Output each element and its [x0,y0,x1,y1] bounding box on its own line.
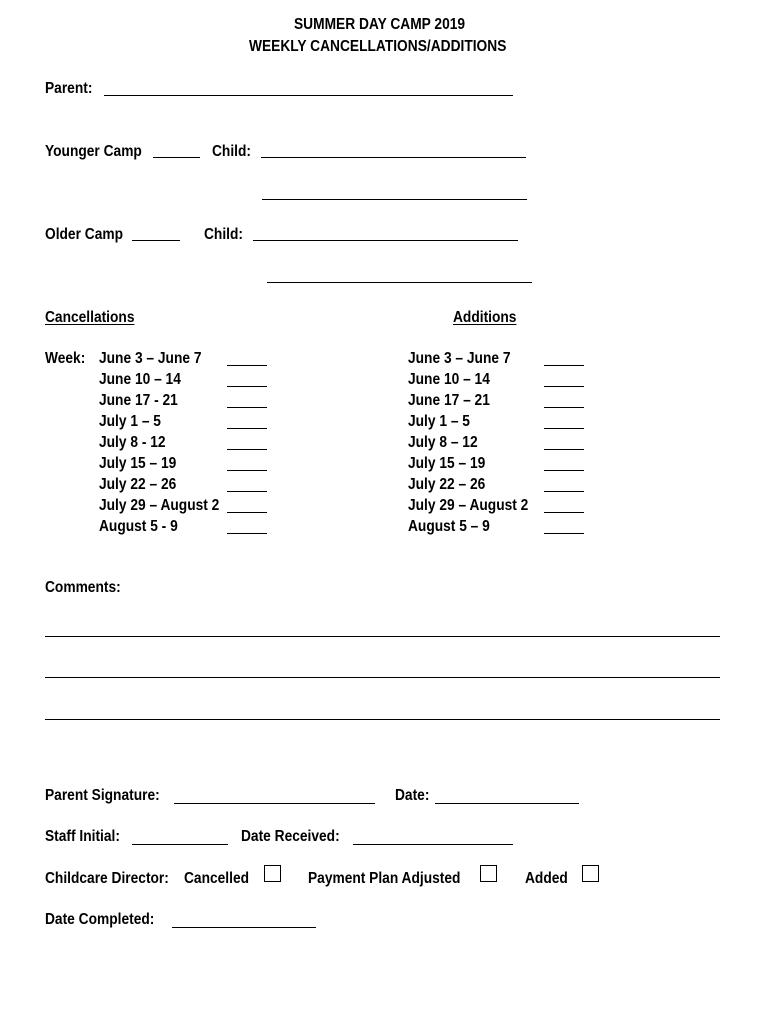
add-blank-1[interactable] [544,365,584,366]
cancel-week-7: July 22 – 26 [99,476,177,493]
comments-label: Comments: [45,579,121,596]
payment-plan-checkbox[interactable] [480,865,497,882]
cancelled-checkbox[interactable] [264,865,281,882]
parent-label: Parent: [45,80,93,97]
cancel-blank-4[interactable] [227,428,267,429]
date-label: Date: [395,787,430,804]
title-line-1: SUMMER DAY CAMP 2019 [294,16,466,33]
older-child-field-1[interactable] [253,240,518,241]
cancel-week-9: August 5 - 9 [99,518,178,535]
cancel-blank-9[interactable] [227,533,267,534]
add-blank-4[interactable] [544,428,584,429]
add-week-7: July 22 – 26 [408,476,486,493]
add-week-3: June 17 – 21 [408,392,490,409]
date-received-field[interactable] [353,844,513,845]
date-completed-label: Date Completed: [45,911,155,928]
older-camp-label: Older Camp [45,226,123,243]
date-received-label: Date Received: [241,828,340,845]
cancel-week-4: July 1 – 5 [99,413,161,430]
add-week-4: July 1 – 5 [408,413,470,430]
add-week-9: August 5 – 9 [408,518,490,535]
add-week-1: June 3 – June 7 [408,350,511,367]
added-label: Added [525,870,568,887]
cancel-blank-5[interactable] [227,449,267,450]
add-week-6: July 15 – 19 [408,455,486,472]
add-blank-6[interactable] [544,470,584,471]
childcare-director-label: Childcare Director: [45,870,169,887]
cancel-blank-6[interactable] [227,470,267,471]
younger-child-field-1[interactable] [261,157,526,158]
title-line-2: WEEKLY CANCELLATIONS/ADDITIONS [249,38,507,55]
cancelled-label: Cancelled [184,870,250,887]
older-child-field-2[interactable] [267,282,532,283]
additions-heading: Additions [453,309,517,326]
week-label: Week: [45,350,86,367]
staff-initial-field[interactable] [132,844,228,845]
older-child-label: Child: [204,226,243,243]
add-blank-8[interactable] [544,512,584,513]
older-camp-field[interactable] [132,240,180,241]
comments-line-2[interactable] [45,677,720,678]
cancel-week-2: June 10 – 14 [99,371,181,388]
cancellations-heading: Cancellations [45,309,135,326]
comments-line-1[interactable] [45,636,720,637]
parent-signature-field[interactable] [174,803,375,804]
add-week-8: July 29 – August 2 [408,497,529,514]
date-completed-field[interactable] [172,927,316,928]
younger-camp-field[interactable] [153,157,200,158]
cancel-week-6: July 15 – 19 [99,455,177,472]
added-checkbox[interactable] [582,865,599,882]
cancel-blank-7[interactable] [227,491,267,492]
staff-initial-label: Staff Initial: [45,828,120,845]
add-blank-3[interactable] [544,407,584,408]
parent-field[interactable] [104,95,513,96]
comments-line-3[interactable] [45,719,720,720]
payment-plan-label: Payment Plan Adjusted [308,870,461,887]
cancel-blank-8[interactable] [227,512,267,513]
cancel-week-8: July 29 – August 2 [99,497,220,514]
cancel-week-3: June 17 - 21 [99,392,178,409]
younger-camp-label: Younger Camp [45,143,142,160]
cancel-week-1: June 3 – June 7 [99,350,202,367]
parent-signature-label: Parent Signature: [45,787,160,804]
date-field[interactable] [435,803,579,804]
cancel-blank-2[interactable] [227,386,267,387]
younger-child-label: Child: [212,143,251,160]
add-blank-5[interactable] [544,449,584,450]
cancel-week-5: July 8 - 12 [99,434,166,451]
add-week-2: June 10 – 14 [408,371,490,388]
younger-child-field-2[interactable] [262,199,527,200]
cancel-blank-1[interactable] [227,365,267,366]
add-blank-9[interactable] [544,533,584,534]
cancel-blank-3[interactable] [227,407,267,408]
add-week-5: July 8 – 12 [408,434,478,451]
add-blank-7[interactable] [544,491,584,492]
add-blank-2[interactable] [544,386,584,387]
